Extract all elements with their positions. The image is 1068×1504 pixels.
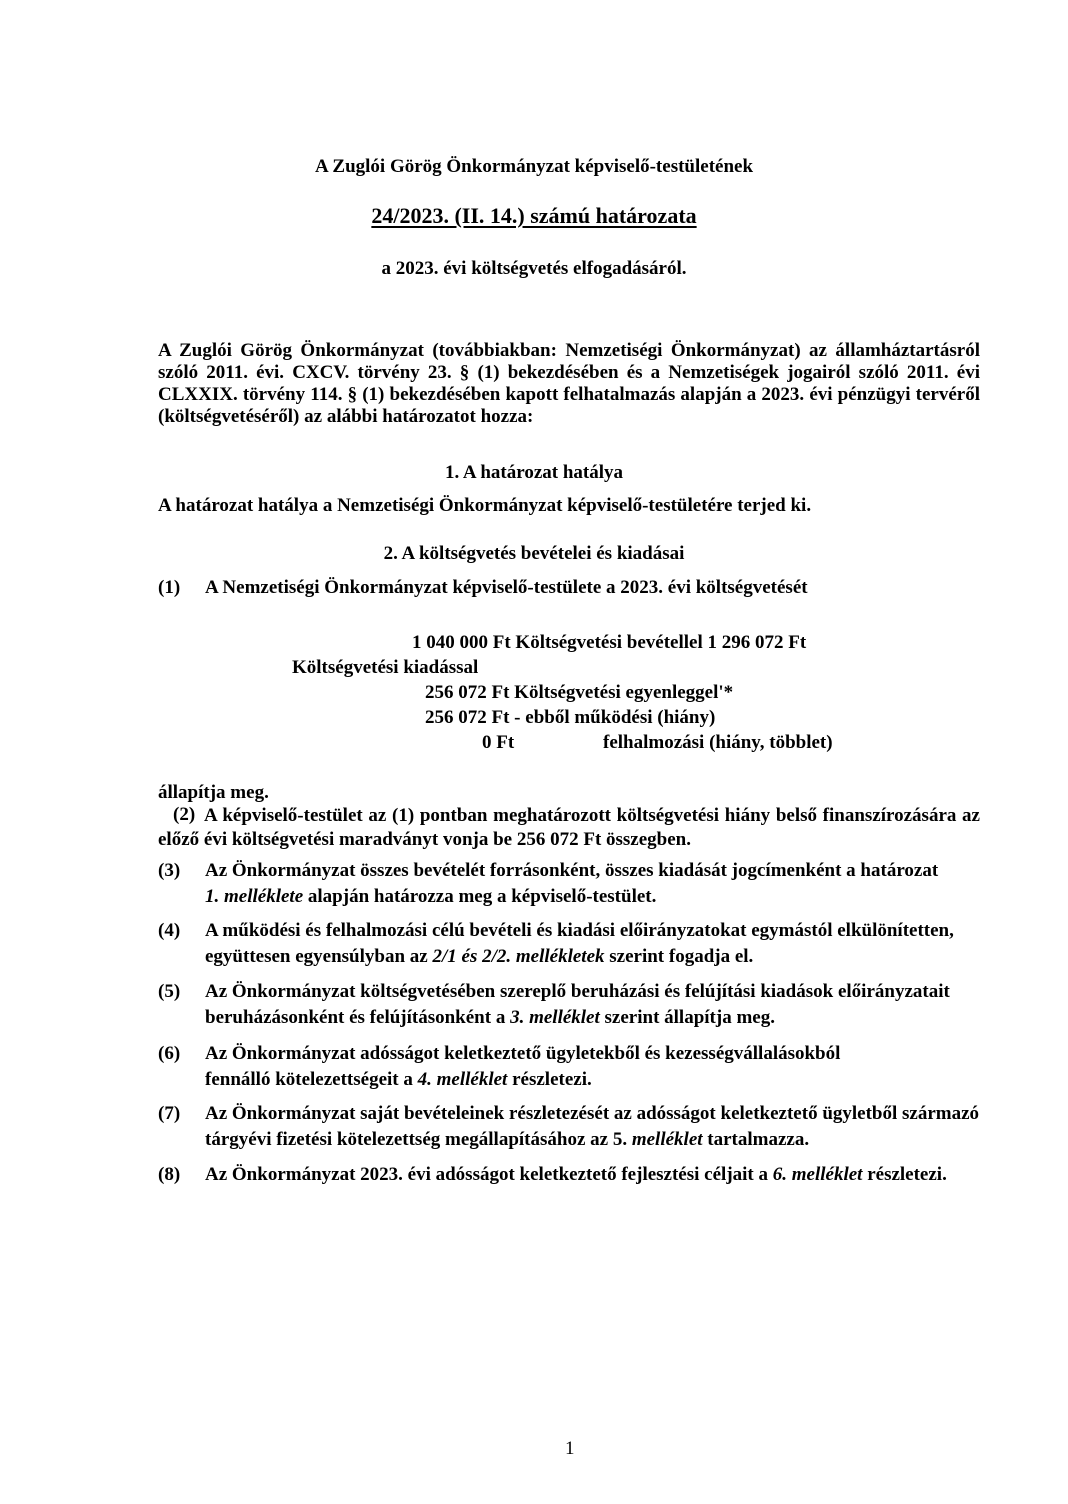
resolution-subject: a 2023. évi költségvetés elfogadásáról. bbox=[381, 258, 687, 279]
paragraph-number: (8) bbox=[158, 1164, 181, 1185]
paragraph-number: (3) bbox=[158, 860, 181, 881]
paragraph-number: (1) bbox=[158, 577, 181, 598]
paragraph-number: (5) bbox=[158, 981, 181, 1002]
budget-balance-line: 256 072 Ft Költségvetési egyenleggel'* bbox=[425, 682, 734, 703]
paragraph-5-text: Az Önkormányzat költségvetésében szereplő beruházási és felújítási kiadások előirányzatait beruházásonként és felújításonként a 3. melléklet szerint állapítja meg. bbox=[205, 981, 950, 1028]
page-number: 1 bbox=[565, 1438, 575, 1459]
paragraph-1-closing: állapítja meg. bbox=[158, 782, 269, 803]
paragraph-number: (7) bbox=[158, 1103, 181, 1124]
paragraph-number: (2) bbox=[173, 804, 196, 825]
paragraph-7-text: Az Önkormányzat saját bevételeinek részletezését az adósságot keletkeztető ügyletből származó tárgyévi fizetési kötelezettség megállapításához az 5. melléklet tartalmazza. bbox=[205, 1103, 980, 1150]
budget-capital-amount: 0 Ft bbox=[482, 732, 515, 753]
section2-title: 2. A költségvetés bevételei és kiadásai bbox=[383, 543, 685, 564]
paragraph-2-text: A képviselő-testület az (1) pontban meghatározott költségvetési hiány belső finanszírozására az előző évi költségvetési maradványt vonja be 256 072 Ft összegben. bbox=[158, 805, 980, 850]
budget-capital-text: felhalmozási (hiány, többlet) bbox=[603, 732, 833, 753]
section1-text: A határozat hatálya a Nemzetiségi Önkormányzat képviselő-testületére terjed ki. bbox=[158, 495, 812, 516]
budget-expense-line: Költségvetési kiadással bbox=[292, 657, 479, 678]
preamble: A Zuglói Görög Önkormányzat (továbbiakban: Nemzetiségi Önkormányzat) az államháztartásról szóló 2011. évi. CXCV. törvény 23. § (1) bekezdésében és a Nemzetiségek jogairól szóló 2011. évi CLXXIX. törvény 114. § (1) bekezdésében kapott felhatalmazás alapján a 2023. évi pénzügyi tervéről (költségvetéséről) az alábbi határozatot hozza: bbox=[158, 340, 980, 427]
paragraph-number: (6) bbox=[158, 1043, 181, 1064]
paragraph-1-text: A Nemzetiségi Önkormányzat képviselő-testülete a 2023. évi költségvetését bbox=[205, 577, 808, 598]
paragraph-number: (4) bbox=[158, 920, 181, 941]
paragraph-3-text: Az Önkormányzat összes bevételét forrásonként, összes kiadását jogcímenként a határozat 1. melléklete alapján határozza meg a képviselő-testület. bbox=[205, 860, 939, 907]
resolution-number: 24/2023. (II. 14.) számú határozata bbox=[371, 203, 697, 228]
paragraph-8-text: Az Önkormányzat 2023. évi adósságot keletkeztető fejlesztési céljait a 6. melléklet részletezi. bbox=[205, 1164, 947, 1185]
header-line1: A Zuglói Görög Önkormányzat képviselő-testületének bbox=[314, 156, 754, 177]
section1-title: 1. A határozat hatálya bbox=[444, 462, 624, 483]
paragraph-4-text: A működési és felhalmozási célú bevételi és kiadási előirányzatokat egymástól elkülönítetten, együttesen egyensúlyban az 2/1 és 2/2. mellékletek szerint fogadja el. bbox=[205, 920, 954, 967]
budget-operating-line: 256 072 Ft - ebből működési (hiány) bbox=[425, 707, 716, 728]
paragraph-6-text: Az Önkormányzat adósságot keletkeztető ügyletekből és kezességvállalásokból fennálló kötelezettségeit a 4. melléklet részletezi. bbox=[205, 1043, 841, 1090]
budget-revenue-line: 1 040 000 Ft Költségvetési bevétellel 1 296 072 Ft bbox=[412, 632, 807, 653]
